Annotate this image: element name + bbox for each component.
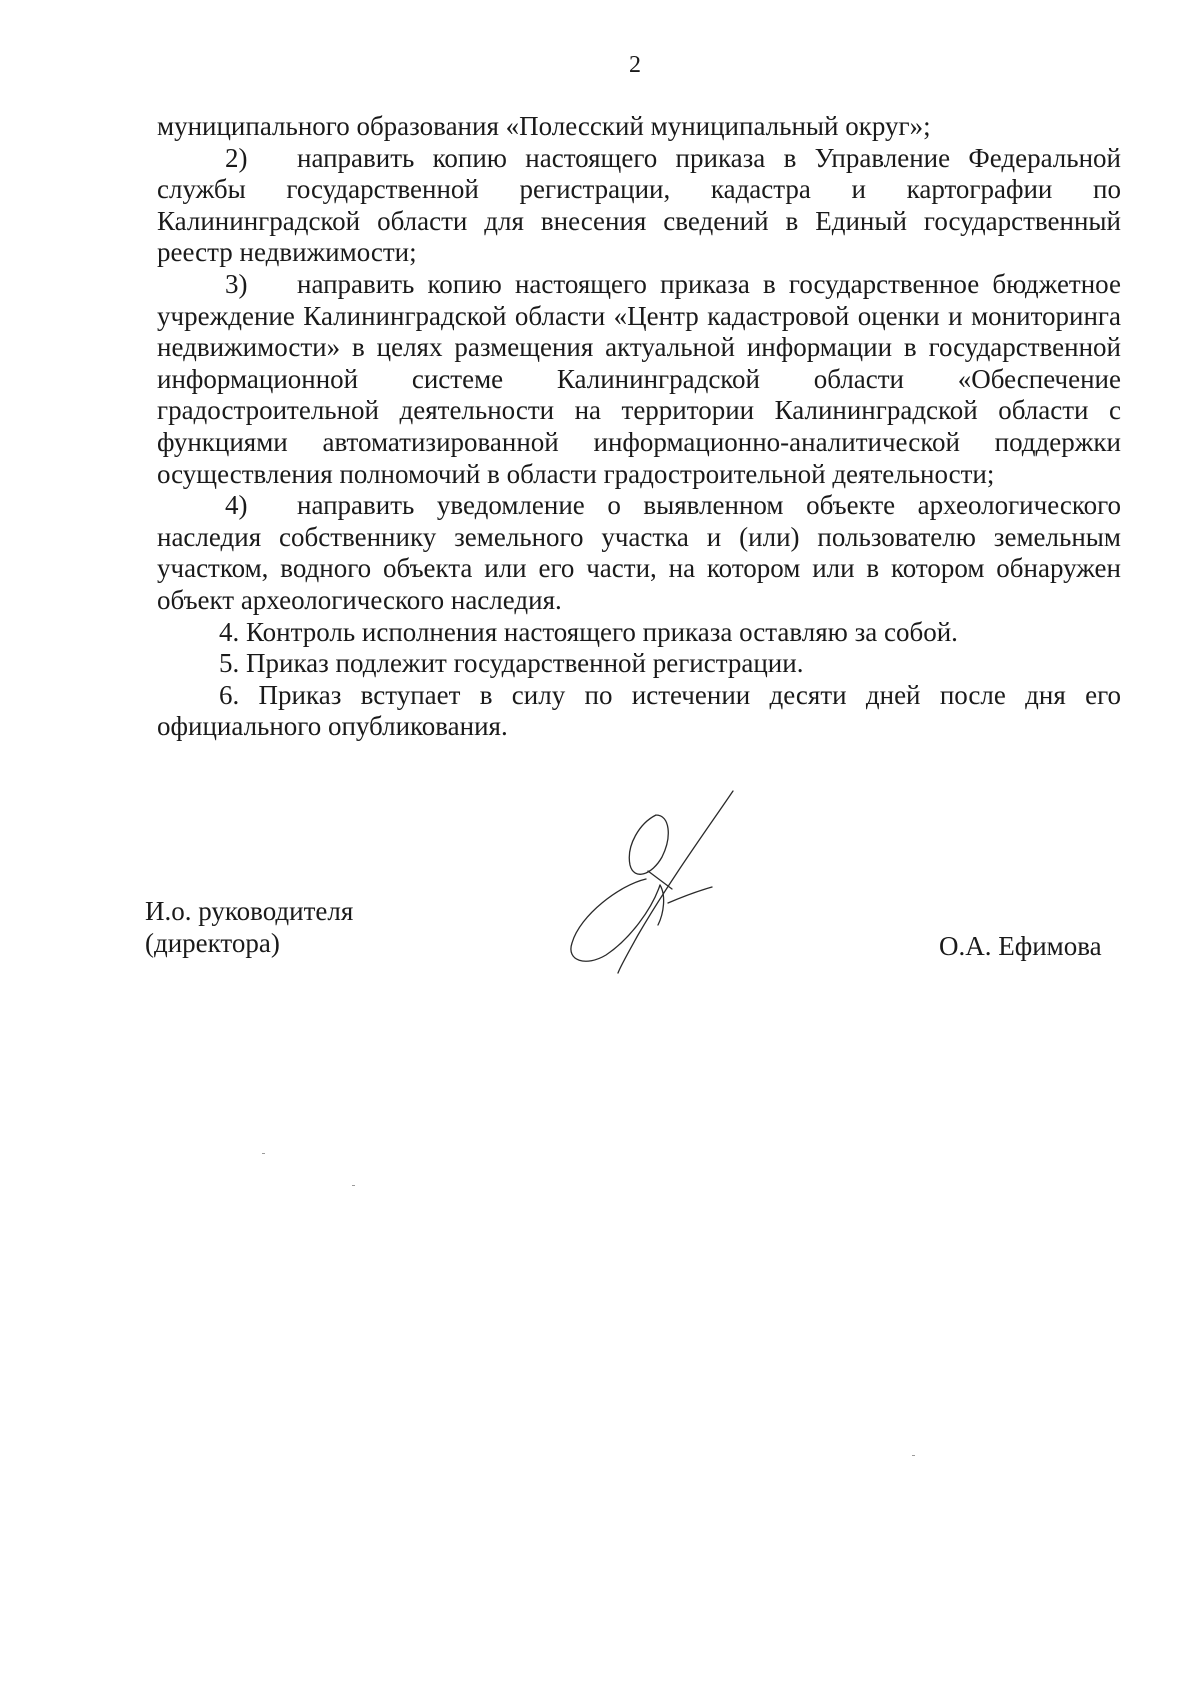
signatory-position — [145, 895, 353, 959]
list-item-3 — [157, 269, 1121, 490]
list-item-text: направить копию настоящего приказа в государственное бюджетное учреждение Калининградской области «Центр кадастровой оценки и мониторинга недвижимости» в целях размещения актуальной информации в государственной информационной системе Калининградской области «Обеспечение градостроительной деятельности на территории Калининградской области с функциями автоматизированной информационно-аналитической поддержки осуществления полномочий в области градостроительной деятельности; — [157, 268, 1121, 489]
handwritten-signature-icon — [560, 785, 740, 975]
clause-5: 5. Приказ подлежит государственной регистрации. — [219, 648, 804, 679]
position-line-1: И.о. руководителя — [145, 896, 354, 926]
scan-speck — [912, 1455, 915, 1456]
list-item-text: направить копию настоящего приказа в Управление Федеральной службы государственной регистрации, кадастра и картографии по Калининградской области для внесения сведений в Единый государственный реестр недвижимости; — [157, 142, 1121, 268]
document-body — [157, 111, 1121, 743]
list-item-2 — [157, 143, 1121, 269]
list-item-text: направить уведомление о выявленном объекте археологического наследия собственнику земельного участка и (или) пользователю земельным участком, водного объекта или его части, на котором или в котором обнаружен объект археологического наследия. — [157, 490, 1121, 615]
clause-6: 6. Приказ вступает в силу по истечении десяти дней после дня его официального опубликования. — [157, 679, 1121, 742]
paragraph-continuation: муниципального образования «Полесский муниципальный округ»; — [157, 111, 931, 141]
list-item-number: 2) — [225, 142, 248, 173]
clause-4: 4. Контроль исполнения настоящего приказа оставляю за собой. — [219, 616, 958, 647]
scan-speck — [352, 1185, 355, 1186]
list-item-number: 3) — [225, 268, 248, 299]
scan-speck — [262, 1153, 265, 1154]
signer-name: О.А. Ефимова — [939, 931, 1102, 961]
page-number: 2 — [629, 52, 641, 78]
list-item-number: 4) — [225, 490, 248, 521]
position-line-2: (директора) — [145, 928, 280, 958]
list-item-4 — [157, 490, 1121, 616]
